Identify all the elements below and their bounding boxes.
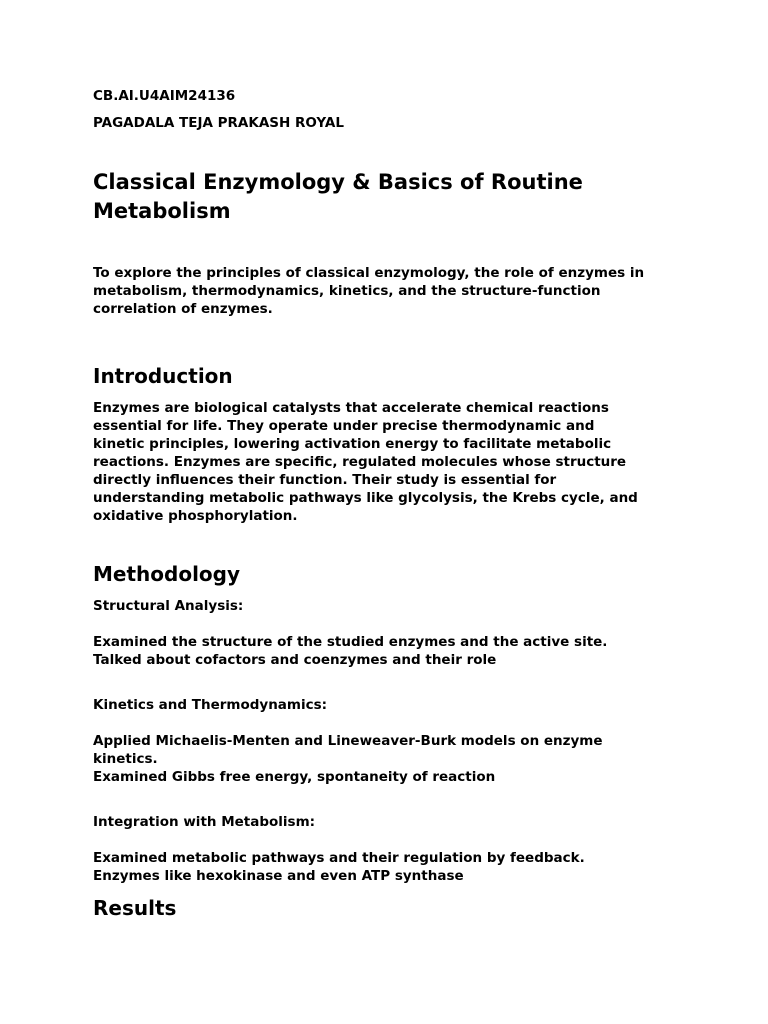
aim-line: To explore the principles of classical enzymology, the role of enzymes in [93,265,645,281]
introduction-line: kinetic principles, lowering activation energy to facilitate metabolic [93,436,612,452]
document-title-line-2: Metabolism [93,199,231,223]
introduction-line: Enzymes are biological catalysts that accelerate chemical reactions [93,400,609,416]
introduction-line: directly influences their function. Their study is essential for [93,472,557,488]
student-name: PAGADALA TEJA PRAKASH ROYAL [93,115,344,131]
introduction-line: essential for life. They operate under precise thermodynamic and [93,418,595,434]
introduction-paragraph [93,399,683,525]
roll-number: CB.AI.U4AIM24136 [93,88,236,104]
methodology-line: kinetics. [93,751,158,767]
integration-metabolism-subheading: Integration with Metabolism: [93,814,316,830]
methodology-line: Enzymes like hexokinase and even ATP synthase [93,868,464,884]
methodology-line: Talked about cofactors and coenzymes and their role [93,652,497,668]
document-title-line-1: Classical Enzymology & Basics of Routine [93,170,583,194]
introduction-line: oxidative phosphorylation. [93,508,298,524]
methodology-heading: Methodology [93,562,241,586]
integration-metabolism-paragraph [93,849,683,885]
introduction-line: understanding metabolic pathways like glycolysis, the Krebs cycle, and [93,490,638,506]
structural-analysis-subheading: Structural Analysis: [93,598,244,614]
document-title [93,168,673,226]
methodology-line: Examined the structure of the studied enzymes and the active site. [93,634,608,650]
methodology-line: Examined metabolic pathways and their regulation by feedback. [93,850,585,866]
kinetics-thermodynamics-paragraph [93,732,683,786]
aim-line: metabolism, thermodynamics, kinetics, and the structure-function [93,283,601,299]
aim-paragraph [93,264,683,318]
structural-analysis-paragraph [93,633,683,669]
aim-line: correlation of enzymes. [93,301,273,317]
methodology-line: Applied Michaelis-Menten and Lineweaver-Burk models on enzyme [93,733,603,749]
introduction-heading: Introduction [93,364,233,388]
kinetics-thermodynamics-subheading: Kinetics and Thermodynamics: [93,697,328,713]
results-heading: Results [93,896,177,920]
introduction-line: reactions. Enzymes are specific, regulated molecules whose structure [93,454,627,470]
methodology-line: Examined Gibbs free energy, spontaneity of reaction [93,769,496,785]
